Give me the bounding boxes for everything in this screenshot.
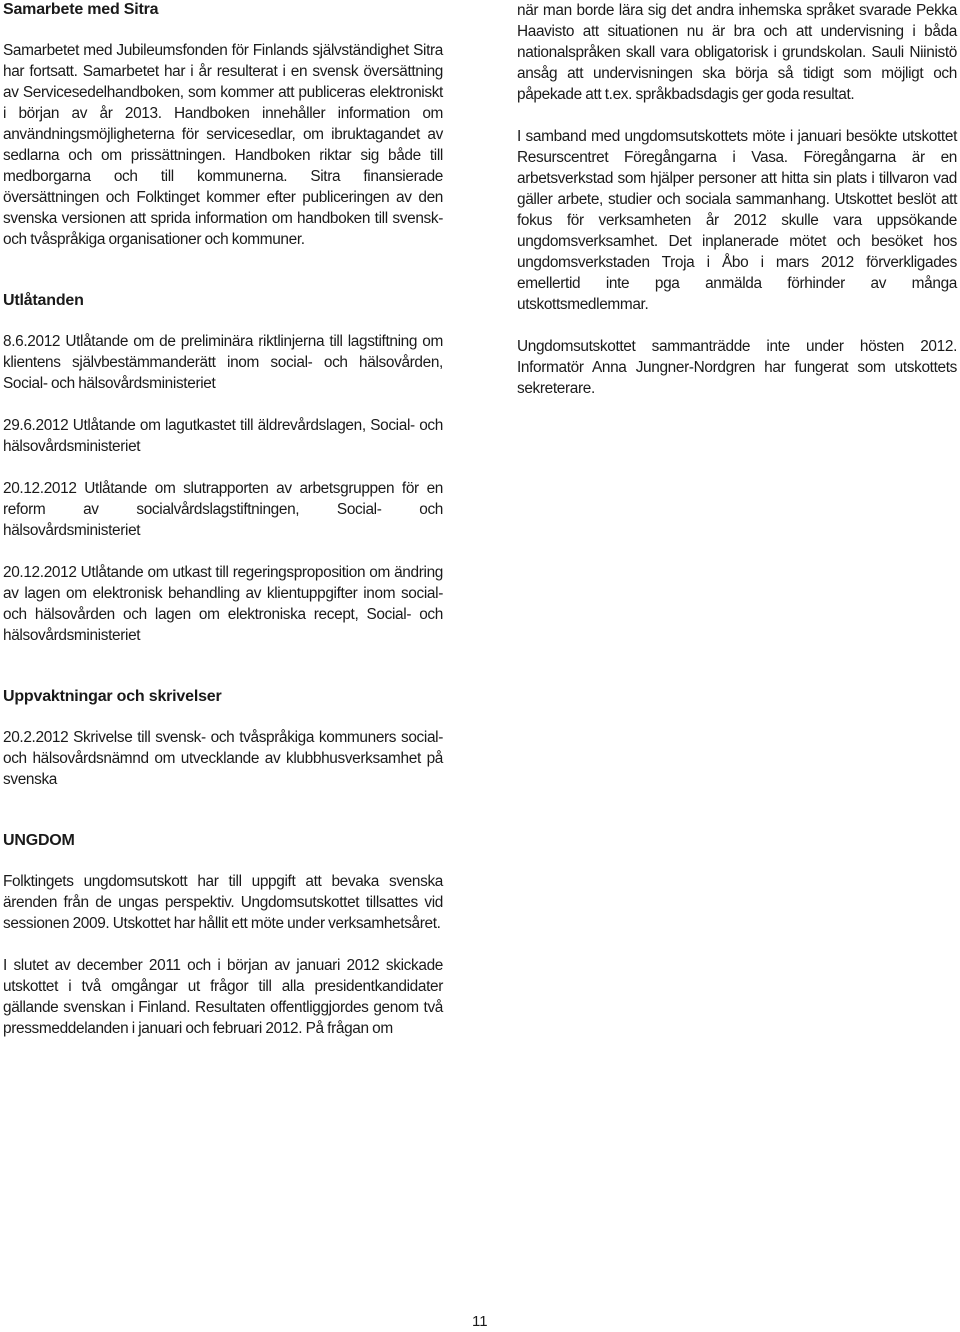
section-heading-statements: Utlåtanden <box>3 292 84 309</box>
page-number: 11 <box>472 1313 488 1330</box>
representation-paragraph: 20.2.2012 Skrivelse till svensk- och tvåspråkiga kommuners social- och hälsovårdsnämnd om utvecklande av klubbhusverksamhet på svenska <box>3 729 443 788</box>
sitra-paragraph: Samarbetet med Jubileumsfonden för Finlands självständighet Sitra har fortsatt. Samarbetet har i år resulterat i en svensk översättning av Servicesedelhandboken, som kommer att publiceras elektroniskt i början av år 2013. Handboken innehåller information om användningsmöjligheterna för servicesedlar, om ibruktagandet av sedlarna och om prissättningen. Handboken riktar sig både till medborgarna och till kommunerna. Sitra finansierade översättningen och Folktinget kommer efter publiceringen av den svenska versionen att sprida information om handboken till svensk- och tvåspråkiga organisationer och kommuner. <box>3 42 443 248</box>
statement-item: 20.12.2012 Utlåtande om utkast till regeringsproposition om ändring av lagen om elektronisk behandling av klientuppgifter inom social- och hälsovården och lagen om elektroniska recept, Social- och hälsovårdsministeriet <box>3 564 443 644</box>
youth-continued-paragraph: när man borde lära sig det andra inhemska språket svarade Pekka Haavisto att situationen nu är bra och att undervisning i båda nationalspråken skall vara obligatorisk i grundskolan. Sauli Niinistö ansåg att undervisningen ska börja så tidigt som möjligt och påpekade att t.ex. språkbadsdagis ger goda resultat. <box>517 2 957 103</box>
statement-item: 8.6.2012 Utlåtande om de preliminära riktlinjerna till lagstiftning om klientens självbestämmanderätt inom social- och hälsovården, Social- och hälsovårdsministeriet <box>3 333 443 392</box>
right-column <box>517 0 957 399</box>
youth-continued-paragraph: I samband med ungdomsutskottets möte i januari besökte utskottet Resurscentret Föregångarna i Vasa. Föregångarna är en arbetsverkstad som hjälper personer att hitta sin plats i tillvaron vad gäller arbete, studier och sociala sammanhang. Utskottet beslöt att fokus för verksamheten år 2012 skulle vara uppsökande ungdomsverksamhet. Det inplanerade mötet och besöket hos ungdomsverkstaden Troja i Åbo i mars 2012 förverkligades emellertid inte pga anmälda förhinder av många utskottsmedlemmar. <box>517 128 957 313</box>
statement-item: 29.6.2012 Utlåtande om lagutkastet till äldrevårdslagen, Social- och hälsovårdsministeriet <box>3 417 443 455</box>
section-heading-sitra: Samarbete med Sitra <box>3 1 159 18</box>
youth-paragraph: Folktingets ungdomsutskott har till uppgift att bevaka svenska ärenden från de ungas perspektiv. Ungdomsutskottet tillsattes vid sessionen 2009. Utskottet har hållit ett möte under verksamhetsåret. <box>3 873 443 932</box>
section-heading-youth: UNGDOM <box>3 832 75 849</box>
statement-item: 20.12.2012 Utlåtande om slutrapporten av arbetsgruppen för en reform av socialvårdslagstiftningen, Social- och hälsovårdsministeriet <box>3 480 443 539</box>
youth-paragraph: I slutet av december 2011 och i början av januari 2012 skickade utskottet i två omgångar ut frågor till alla presidentkandidater gällande svenskan i Finland. Resultaten offentliggjordes genom två pressmeddelanden i januari och februari 2012. På frågan om <box>3 957 443 1037</box>
youth-continued-paragraph: Ungdomsutskottet sammanträdde inte under hösten 2012. Informatör Anna Jungner-Nordgren har fungerat som utskottets sekreterare. <box>517 338 957 397</box>
left-column <box>3 0 443 1039</box>
section-heading-representations: Uppvaktningar och skrivelser <box>3 688 222 705</box>
